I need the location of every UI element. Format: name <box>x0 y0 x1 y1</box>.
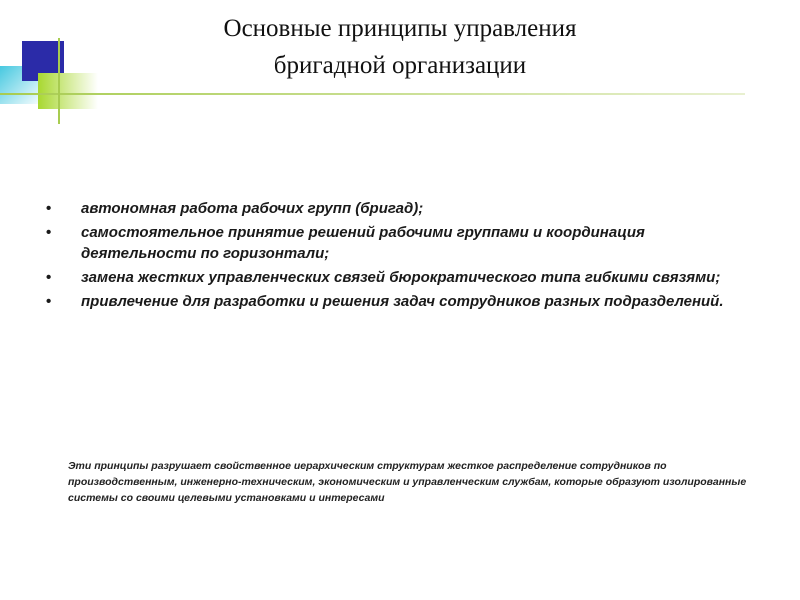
slide-title-line-2: бригадной организации <box>273 52 527 79</box>
decorative-square-green <box>38 73 98 109</box>
bullet-marker: • <box>46 293 52 310</box>
slide-title <box>120 10 680 84</box>
list-item-text: автономная работа рабочих групп (бригад); <box>81 200 424 217</box>
list-item <box>46 291 746 312</box>
list-item-text: замена жестких управленческих связей бюрократического типа гибкими связями; <box>81 269 721 286</box>
bullet-marker: • <box>46 200 52 217</box>
bullet-marker: • <box>46 269 52 286</box>
slide-title-line-1: Основные принципы управления <box>223 15 577 42</box>
list-item <box>46 222 746 264</box>
decorative-horizontal-line <box>0 93 745 95</box>
bullet-marker: • <box>46 224 52 241</box>
list-item-text: привлечение для разработки и решения задач сотрудников разных подразделений. <box>81 293 724 310</box>
principles-list <box>46 198 746 315</box>
list-item <box>46 198 746 219</box>
footnote-text: Эти принципы разрушает свойственное иерархическим структурам жесткое распределение сотрудников по производственным, инженерно-техническим, экономическим и управленческим службам, которые образуют изолированные системы со своими целевыми установками и интересами <box>68 460 747 504</box>
decorative-vertical-line <box>58 38 60 124</box>
list-item <box>46 267 746 288</box>
list-item-text: самостоятельное принятие решений рабочими группами и координация деятельности по горизонтали; <box>81 224 645 262</box>
